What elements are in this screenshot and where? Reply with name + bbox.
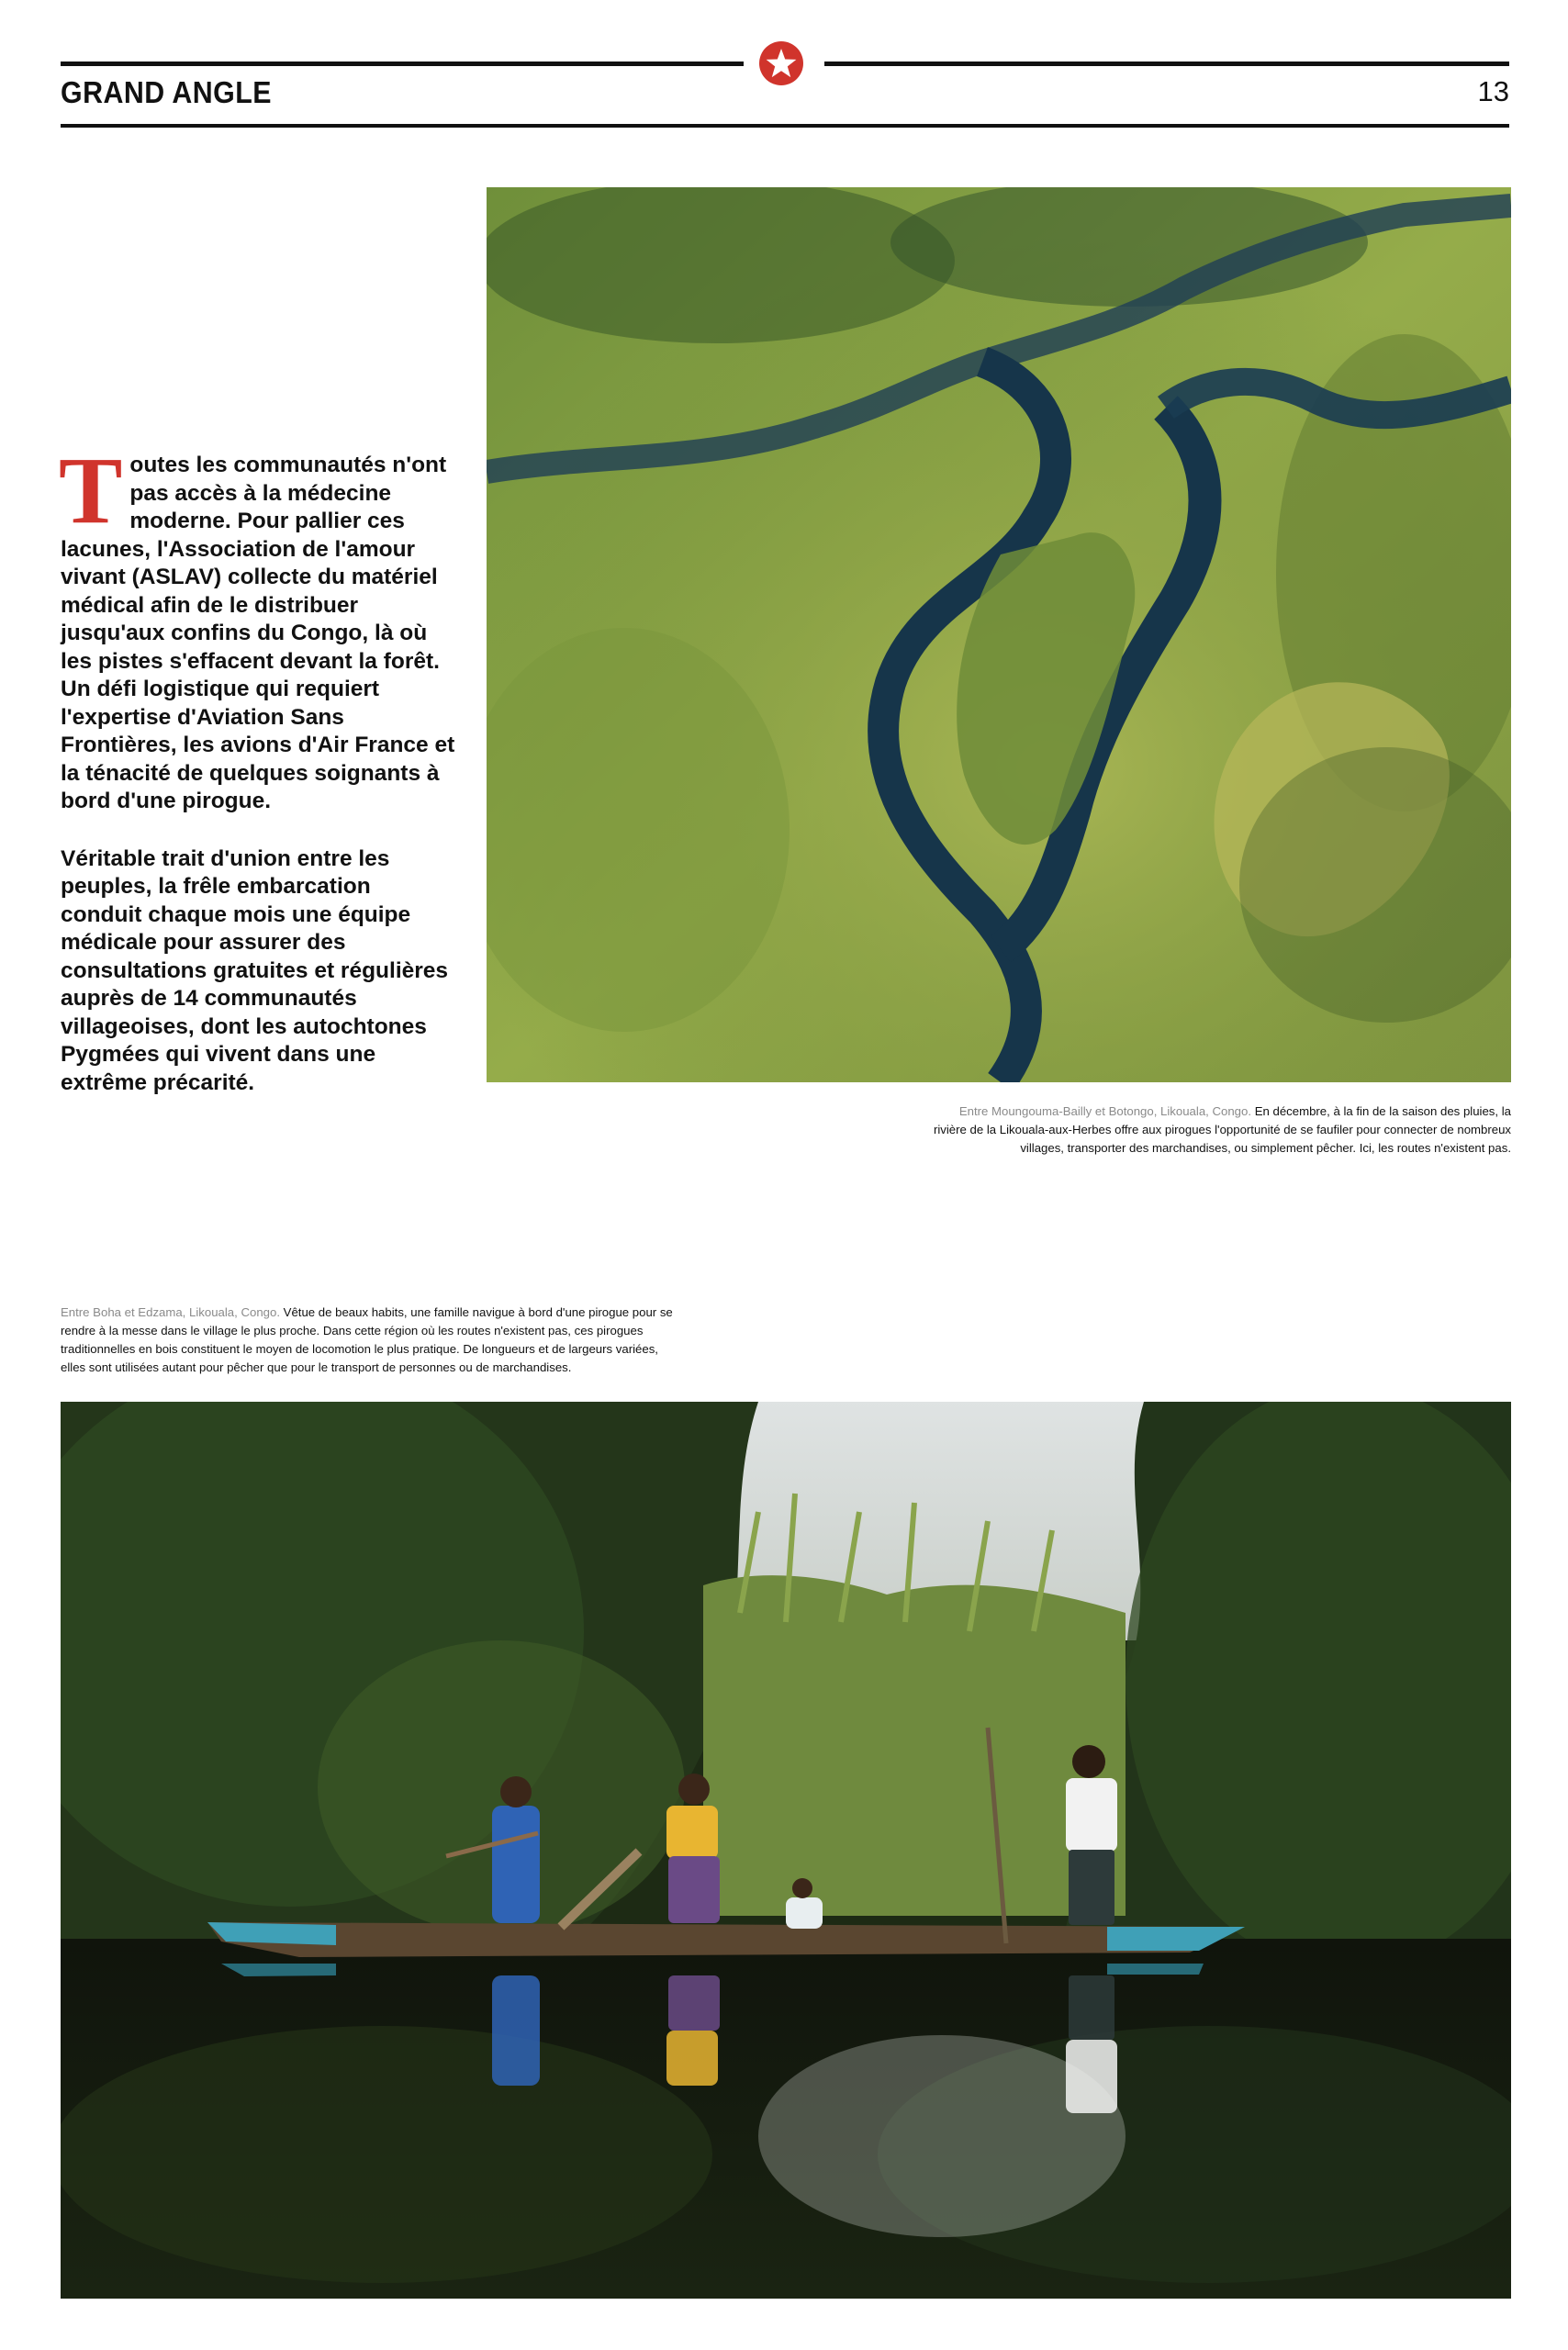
article-paragraph-2: Véritable trait d'union entre les peuples, la frêle embarcation conduit chaque mois une équipe médicale pour assurer des consultations gratuites et régulières auprès de 14 communautés villageoises, dont les autochtones Pygmées qui vivent dans une extrême précarité.	[61, 845, 449, 1095]
star-icon	[758, 40, 804, 86]
section-label: GRAND ANGLE	[61, 75, 272, 109]
header-rule-right	[824, 62, 1509, 66]
caption-location: Entre Boha et Edzama, Likouala, Congo.	[61, 1305, 280, 1319]
caption-text: En décembre, à la fin de la saison des pluies, la rivière de la Likouala-aux-Herbes offre aux pirogues l'opportunité de se faufiler pour connecter de nombreux villages, transporter des marchandises, ou simplement pêcher. Ici, les routes n'existent pas.	[933, 1104, 1511, 1155]
caption-location: Entre Moungouma-Bailly et Botongo, Likouala, Congo.	[958, 1104, 1252, 1118]
pirogue-family-photo	[61, 1402, 1511, 2299]
page-number: 13	[1477, 75, 1509, 107]
article-paragraph-1: Toutes les communautés n'ont pas accès à la médecine moderne. Pour pallier ces lacunes, l'Association de l'amour vivant (ASLAV) collecte du matériel médical afin de le distribuer jusqu'aux confins du Congo, là où les pistes s'effacent devant la forêt. Un défi logistique qui requiert l'expertise d'Aviation Sans Frontières, les avions d'Air France et la ténacité de quelques soignants à bord d'une pirogue.	[59, 438, 455, 813]
aerial-river-photo	[487, 187, 1511, 1082]
pirogue-photo-caption	[61, 1304, 685, 1377]
article-body	[59, 438, 455, 1126]
aerial-photo-caption	[924, 1102, 1511, 1158]
header-rule-bottom	[61, 124, 1509, 128]
drop-cap: T	[59, 438, 123, 543]
caption-text: Vêtue de beaux habits, une famille navigue à bord d'une pirogue pour se rendre à la messe dans le village le plus proche. Dans cette région où les routes n'existent pas, ces pirogues traditionnelles en bois constituent le moyen de locomotion le plus pratique. De longueurs et de largeurs variées, elles sont utilisées autant pour pêcher que pour le transport de personnes ou de marchandises.	[61, 1305, 673, 1374]
header-rule-left	[61, 62, 744, 66]
